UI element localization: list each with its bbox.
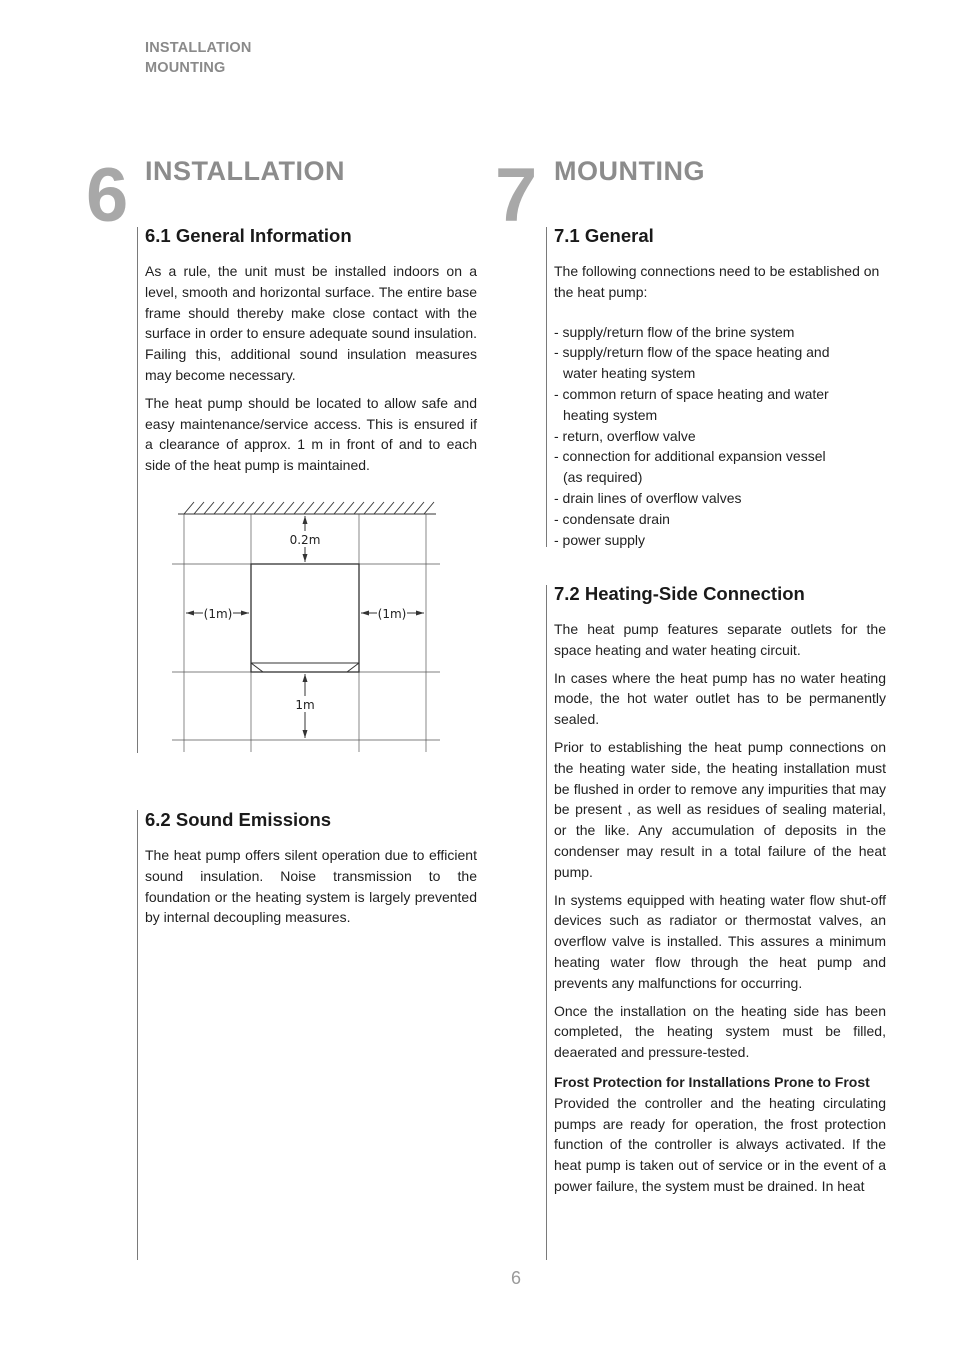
- section-6-2: [145, 809, 477, 928]
- chapter-6-title: INSTALLATION: [145, 156, 345, 186]
- section-7-2-paragraph-2: In cases where the heat pump has no water heating mode, the hot water outlet has to be permanently sealed.: [554, 669, 886, 728]
- list-item: water heating system: [563, 365, 696, 382]
- list-item: - return, overflow valve: [554, 427, 696, 444]
- section-7-1-intro: The following connections need to be established on the heat pump:: [554, 263, 880, 300]
- diagram-right-clearance-label: (1m): [377, 607, 407, 621]
- section-7-2-paragraph-5: Once the installation on the heating side has been completed, the heating system must be filled, deaerated and pressure-tested.: [554, 1002, 886, 1061]
- list-item: (as required): [563, 469, 643, 486]
- list-item: - power supply: [554, 531, 646, 548]
- list-item: - supply/return flow of the brine system: [554, 323, 795, 340]
- section-6-1-paragraph-2: The heat pump should be located to allow safe and easy maintenance/service access. This is ensured if a clearance of approx. 1 m in front of and to each side of the heat pump is maintained.: [145, 394, 477, 474]
- list-item: - condensate drain: [554, 510, 670, 527]
- section-7-2: [554, 583, 886, 1197]
- list-item: - common return of space heating and water: [554, 385, 829, 402]
- section-6-2-paragraph-1: The heat pump offers silent operation due to efficient sound insulation. Noise transmission to the foundation or the heating system is largely prevented by internal decoupling measures.: [145, 847, 477, 926]
- section-6-1: [145, 225, 477, 476]
- section-7-1: [554, 225, 886, 550]
- unit-base-left: [251, 663, 263, 672]
- chapter-6-number: 6: [86, 153, 129, 238]
- heat-pump-unit: [251, 564, 359, 672]
- diagram-left-clearance-label: (1m): [203, 607, 233, 621]
- page-number: 6: [510, 1268, 521, 1288]
- chapter-7-title: MOUNTING: [554, 156, 705, 186]
- frost-protection-paragraph: Provided the controller and the heating circulating pumps are ready for operation, the frost protection function of the controller is always activated. If the heat pump is taken out of service or in the event of a power failure, the system must be drained. In heat: [554, 1094, 886, 1194]
- section-7-1-rule: [546, 227, 547, 547]
- list-item: - drain lines of overflow valves: [554, 489, 742, 506]
- chapter-7-number: 7: [495, 153, 538, 238]
- diagram-front-clearance-label: 1m: [295, 698, 315, 712]
- section-6-1-heading: 6.1 General Information: [145, 225, 352, 246]
- section-7-1-heading: 7.1 General: [554, 225, 654, 246]
- unit-base-right: [347, 663, 359, 672]
- clearance-diagram: [168, 496, 448, 758]
- section-7-2-paragraph-4: In systems equipped with heating water flow shut-off devices such as radiator or thermostat valves, an overflow valve is installed. This assures a minimum heating water flow through the heat pump and prevents any malfunctions for occurring.: [554, 891, 886, 991]
- running-header-line1: INSTALLATION: [145, 40, 252, 56]
- section-7-2-heading: 7.2 Heating-Side Connection: [554, 583, 805, 604]
- list-item: - supply/return flow of the space heating and: [554, 344, 830, 361]
- list-item: heating system: [563, 406, 658, 423]
- section-7-2-rule: [546, 585, 547, 1260]
- section-6-2-rule: [137, 810, 138, 1260]
- grid-lines: [172, 514, 440, 752]
- running-header-line2: MOUNTING: [145, 60, 226, 76]
- running-header: [145, 38, 252, 78]
- section-6-1-paragraph-1: As a rule, the unit must be installed indoors on a level, smooth and horizontal surface. The entire base frame should thereby make close contact with the surface in order to ensure adequate sound insulation. Failing this, additional sound insulation measures may become necessary.: [145, 263, 477, 383]
- section-6-1-rule: [137, 227, 138, 753]
- wall-hatching: [184, 502, 434, 514]
- section-7-2-paragraph-3: Prior to establishing the heat pump connections on the heating water side, the heating installation must be flushed in order to remove any impurities that may be present , as well as residues of sealing material, or the like. Any accumulation of deposits in the condenser may result in a total failure of the heat pump.: [554, 738, 886, 880]
- diagram-top-clearance-label: 0.2m: [289, 533, 321, 547]
- section-7-2-paragraph-1: The heat pump features separate outlets for the space heating and water heating circuit.: [554, 621, 886, 658]
- section-6-2-heading: 6.2 Sound Emissions: [145, 809, 332, 830]
- frost-protection-heading: Frost Protection for Installations Prone to Frost: [554, 1073, 870, 1090]
- connections-list: [554, 322, 886, 551]
- list-item: - connection for additional expansion vessel: [554, 448, 826, 465]
